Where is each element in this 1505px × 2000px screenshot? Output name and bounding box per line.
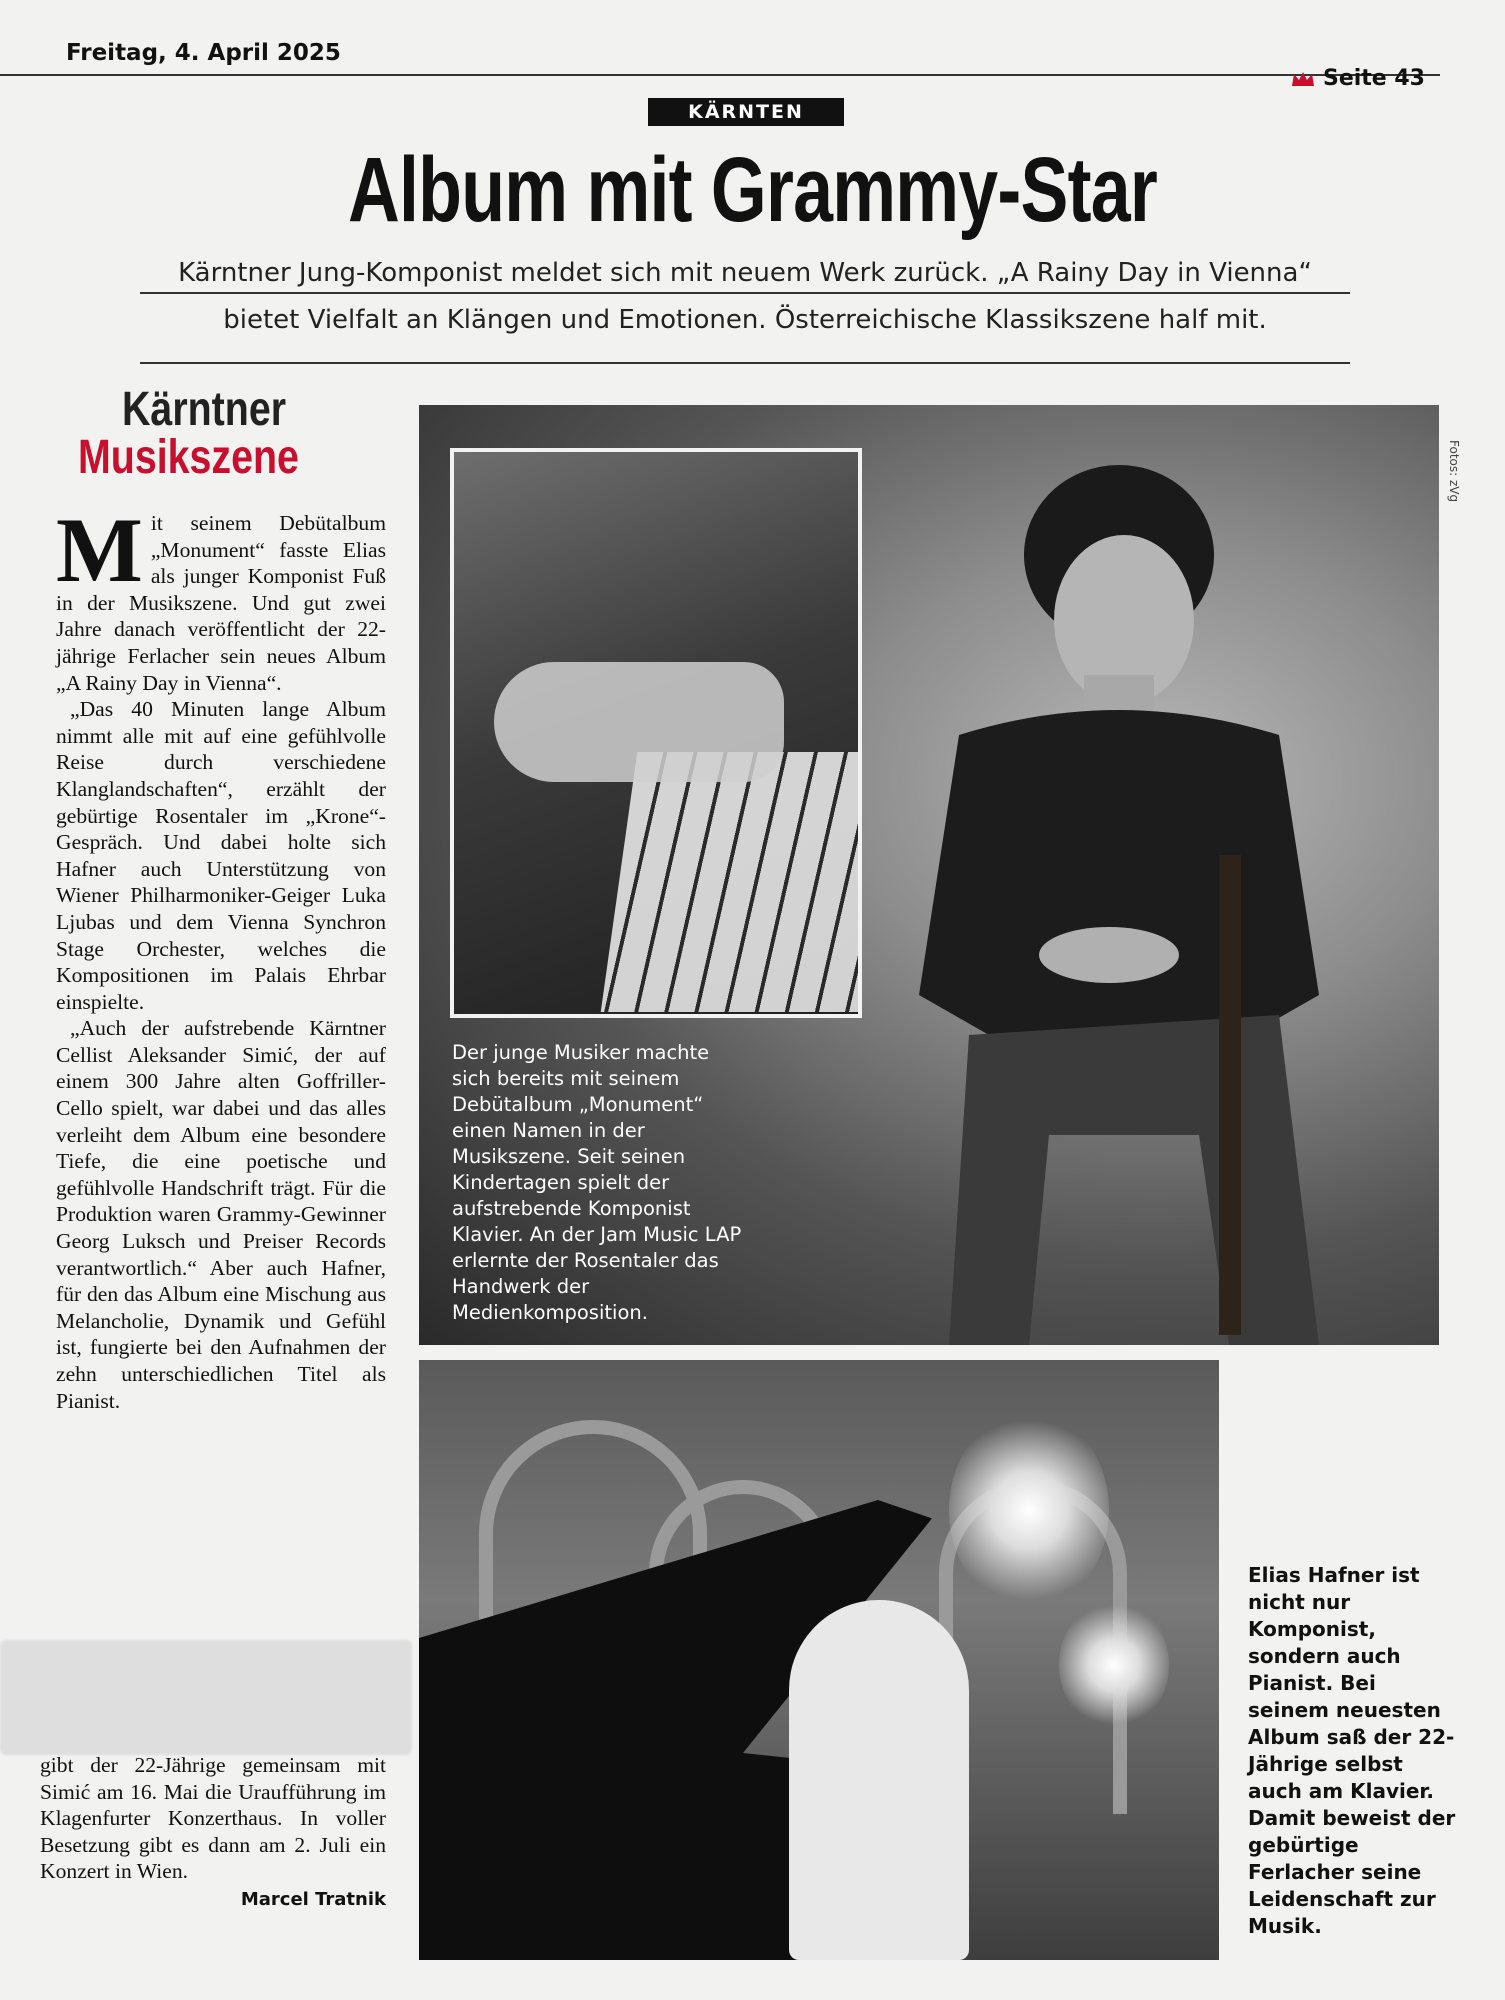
subline-line-1: Kärntner Jung-Komponist meldet sich mit neuem Werk zurück. „A Rainy Day in Vienna“	[178, 258, 1312, 288]
drop-cap: M	[56, 499, 143, 601]
article-paragraph: „Das 40 Minuten lange Album nimmt alle mit auf eine gefühlvolle Reise durch verschiedene Klanglandschaften“, erzählt der gebürtige Rosentaler im „Krone“-Gespräch. Und dabei holte sich Hafner auch Unterstützung von Wiener Philharmoniker-Geiger Luka Ljubas und dem Vienna Synchron Stage Orchester, welches die Kompositionen im Palais Ehrbar einspielte.	[56, 697, 386, 1014]
inset-photo-piano-hands	[450, 448, 862, 1018]
headline: Album mit Grammy-Star	[347, 139, 1158, 241]
page-number	[1291, 66, 1425, 91]
crown-icon	[1291, 71, 1315, 87]
column-label-line-1: Kärntner	[122, 383, 287, 436]
article-body-end	[40, 1752, 386, 1910]
subline-line-2: bietet Vielfalt an Klängen und Emotionen. Österreichische Klassikszene half mit.	[223, 305, 1267, 335]
header-rule	[0, 74, 1440, 76]
hand	[494, 662, 784, 782]
bottom-photo-caption: Elias Hafner ist nicht nur Komponist, sondern auch Pianist. Bei seinem neuesten Album saß der 22-Jährige selbst auch am Klavier. Damit beweist der gebürtige Ferlacher seine Leidenschaft zur Musik.	[1248, 1563, 1456, 1938]
article-paragraph: gibt der 22-Jährige gemeinsam mit Simić am 16. Mai die Uraufführung im Klagenfurter Konzerthaus. In voller Besetzung gibt es dann am 2. Juli ein Konzert in Wien.	[40, 1753, 386, 1884]
byline: Marcel Tratnik	[240, 1888, 386, 1910]
bottom-photo-concert-hall	[419, 1360, 1219, 1960]
piano-keys	[601, 752, 862, 1012]
article-body	[56, 499, 386, 1414]
article-paragraph	[56, 499, 386, 696]
subline-rule-top	[140, 292, 1350, 294]
issue-date: Freitag, 4. April 2025	[66, 40, 341, 66]
column-label-line-2: Musikszene	[78, 431, 299, 484]
chandelier	[949, 1410, 1109, 1610]
redacted-area	[0, 1640, 412, 1755]
subline-rule-bottom	[140, 362, 1350, 364]
article-paragraph: „Auch der aufstrebende Kärntner Cellist Aleksander Simić, der auf einem 300 Jahre alten Goffriller-Cello spielt, war dabei und das alles verleiht dem Album eine besondere Tiefe, die eine poetische und gefühlvolle Handschrift trägt. Für die Produktion waren Grammy-Gewinner Georg Luksch und Preiser Records verantwortlich.“ Aber auch Hafner, für den das Album eine Mischung aus Melancholie, Dynamik und Gefühl ist, fungierte bei den Aufnahmen der zehn unterschiedlichen Titel als Pianist.	[56, 1016, 386, 1413]
article-paragraph-text: it seinem Debütalbum „Monument“ fasste Elias als junger Komponist Fuß in der Musikszene. Und gut zwei Jahre danach veröffentlicht der 22-jährige Ferlacher sein neues Album „A Rainy Day in Vienna“.	[56, 511, 386, 695]
section-tag: KÄRNTEN	[648, 98, 844, 126]
page-number-label: Seite 43	[1322, 66, 1425, 91]
main-photo-caption: Der junge Musiker machte sich bereits mit seinem Debütalbum „Monument“ einen Namen in der Musikszene. Seit seinen Kindertagen spielt der aufstrebende Komponist Klavier. An der Jam Music LAP erlernte der Rosentaler das Handwerk der Medienkomposition.	[452, 1041, 742, 1324]
pianist	[789, 1600, 969, 1960]
chandelier	[1059, 1600, 1169, 1730]
photo-credit: Fotos: zVg	[1447, 440, 1461, 503]
musician-portrait	[849, 435, 1389, 1345]
